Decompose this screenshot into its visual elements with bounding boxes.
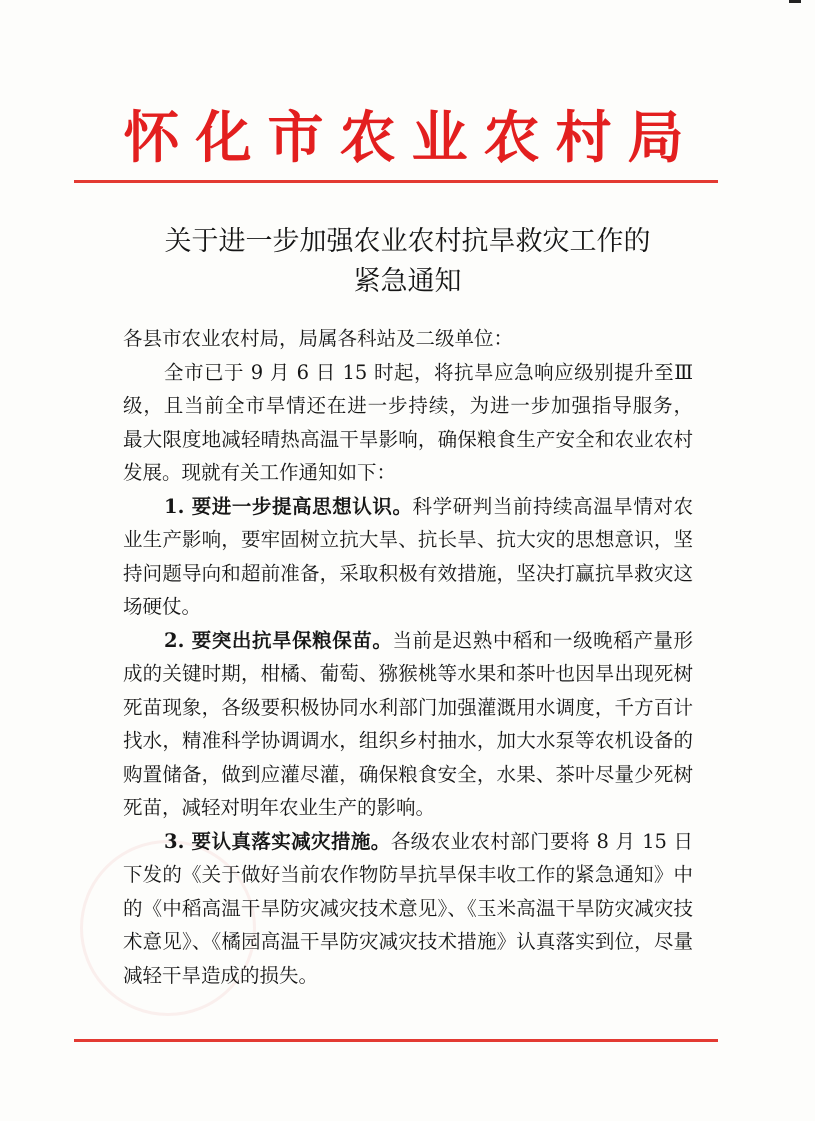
- item-text-3: 各级农业农村部门要将 8 月 15 日下发的《关于做好当前农作物防旱抗旱保丰收工作的紧急通知》中的《中稻高温干旱防灾减灾技术意见》、《玉米高温干旱防灾减灾技术意见》、《橘园高温干旱防灾减灾技术措施》认真落实到位，尽量减轻干旱造成的损失。: [123, 829, 693, 987]
- item-text-2: 当前是迟熟中稻和一级晚稻产量形成的关键时期，柑橘、葡萄、猕猴桃等水果和茶叶也因旱出现死树死苗现象，各级要积极协同水利部门加强灌溉用水调度，千方百计找水，精准科学协调调水，组织乡村抽水，加大水泵等农机设备的购置储备，做到应灌尽灌，确保粮食安全，水果、茶叶尽量少死树死苗，减轻对明年农业生产的影响。: [123, 628, 693, 819]
- item-heading-2: 2. 要突出抗旱保粮保苗。: [164, 628, 393, 652]
- footer-red-rule: [74, 1039, 718, 1042]
- item-paragraph-3: [123, 825, 693, 993]
- notice-title: [0, 222, 815, 302]
- masthead-red-rule: [74, 180, 718, 183]
- notice-title-line-1: 关于进一步加强农业农村抗旱救灾工作的: [164, 226, 651, 257]
- item-paragraph-2: [123, 624, 693, 825]
- item-paragraph-1: [123, 490, 693, 624]
- item-heading-1: 1. 要进一步提高思想认识。: [164, 494, 413, 518]
- corner-mark: [789, 0, 801, 3]
- salutation: 各县市农业农村局，局属各科站及二级单位：: [123, 327, 514, 350]
- item-heading-3: 3. 要认真落实减灾措施。: [164, 829, 391, 853]
- notice-body: [123, 322, 693, 992]
- intro-paragraph: 全市已于 9 月 6 日 15 时起，将抗旱应急响应级别提升至Ⅲ级，且当前全市旱情还在进一步持续，为进一步加强指导服务， 最大限度地减轻晴热高温干旱影响，确保粮食生产安全和农业农村发展。现就有关工作通知如下：: [123, 360, 693, 484]
- notice-title-line-2: 紧急通知: [353, 266, 462, 297]
- masthead-org-name: 怀化市农业农村局: [123, 105, 700, 171]
- item-text-1: 科学研判当前持续高温旱情对农业生产影响，要牢固树立抗大旱、抗长旱、抗大灾的思想意识，坚持问题导向和超前准备，采取积极有效措施，坚决打赢抗旱救灾这场硬仗。: [123, 494, 693, 618]
